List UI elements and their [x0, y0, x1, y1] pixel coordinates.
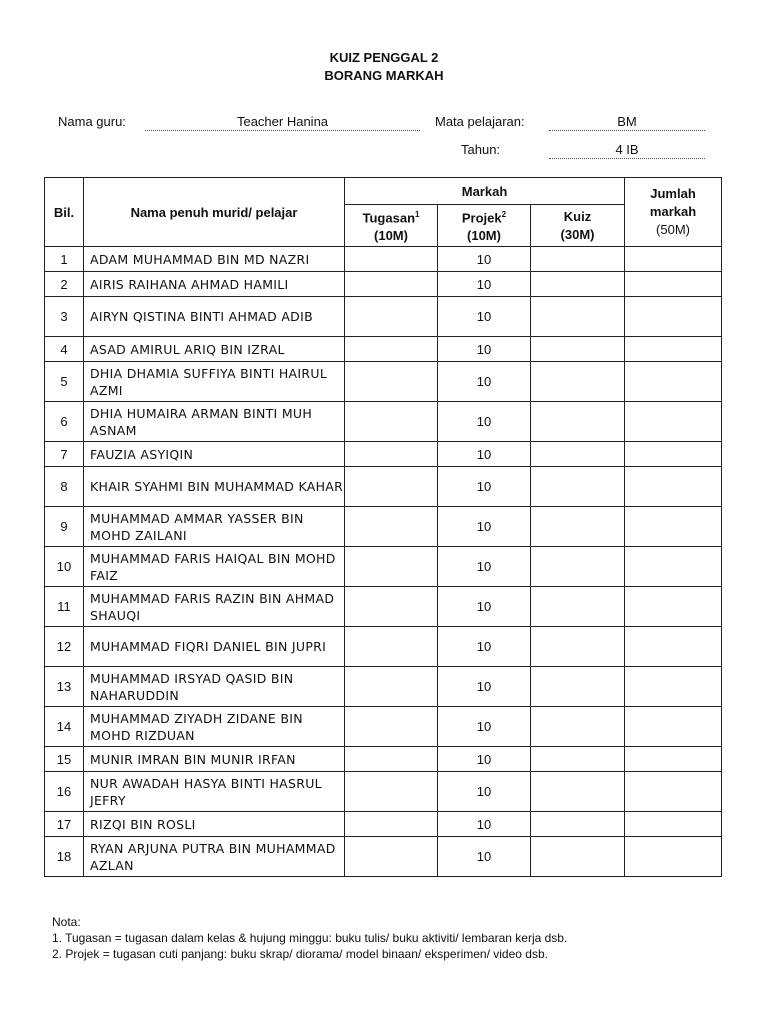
- row-number: 11: [45, 587, 84, 627]
- projek-max: (10M): [467, 228, 501, 244]
- jumlah-cell: [625, 507, 722, 547]
- table-row: [45, 707, 722, 747]
- student-name: MUHAMMAD FARIS HAIQAL BIN MOHD FAIZ: [84, 547, 345, 587]
- table-row: [45, 247, 722, 272]
- table-row: [45, 547, 722, 587]
- tugasan-footnote-ref: 1: [415, 209, 420, 219]
- kuiz-max: (30M): [560, 226, 595, 242]
- col-tugasan-header: [345, 205, 438, 247]
- row-number: 4: [45, 337, 84, 362]
- row-number: 7: [45, 442, 84, 467]
- projek-cell: 10: [438, 707, 531, 747]
- kuiz-cell: [531, 507, 625, 547]
- row-number: 15: [45, 747, 84, 772]
- kuiz-cell: [531, 837, 625, 877]
- tugasan-cell: [345, 812, 438, 837]
- jumlah-cell: [625, 442, 722, 467]
- tugasan-cell: [345, 627, 438, 667]
- tugasan-cell: [345, 747, 438, 772]
- table-row: [45, 812, 722, 837]
- table-row: [45, 442, 722, 467]
- row-number: 17: [45, 812, 84, 837]
- kuiz-cell: [531, 467, 625, 507]
- table-row: [45, 667, 722, 707]
- student-name: MUHAMMAD FIQRI DANIEL BIN JUPRI: [84, 627, 345, 667]
- projek-cell: 10: [438, 272, 531, 297]
- jumlah-cell: [625, 247, 722, 272]
- kuiz-cell: [531, 747, 625, 772]
- kuiz-cell: [531, 812, 625, 837]
- kuiz-cell: [531, 772, 625, 812]
- col-jumlah-header: [625, 178, 722, 247]
- row-number: 14: [45, 707, 84, 747]
- student-name: MUHAMMAD FARIS RAZIN BIN AHMAD SHAUQI: [84, 587, 345, 627]
- tugasan-cell: [345, 362, 438, 402]
- student-name: RYAN ARJUNA PUTRA BIN MUHAMMAD AZLAN: [84, 837, 345, 877]
- year-value: 4 IB: [549, 142, 705, 159]
- kuiz-cell: [531, 547, 625, 587]
- student-name: AIRYN QISTINA BINTI AHMAD ADIB: [84, 297, 345, 337]
- jumlah-cell: [625, 272, 722, 297]
- student-name: DHIA DHAMIA SUFFIYA BINTI HAIRUL AZMI: [84, 362, 345, 402]
- jumlah-cell: [625, 297, 722, 337]
- jumlah-cell: [625, 402, 722, 442]
- tugasan-cell: [345, 837, 438, 877]
- note-line-2: 2. Projek = tugasan cuti panjang: buku skrap/ diorama/ model binaan/ eksperimen/ video dsb.: [52, 947, 548, 961]
- student-name: MUHAMMAD ZIYADH ZIDANE BIN MOHD RIZDUAN: [84, 707, 345, 747]
- projek-cell: 10: [438, 247, 531, 272]
- kuiz-cell: [531, 247, 625, 272]
- jumlah-cell: [625, 707, 722, 747]
- col-markah-header: Markah: [345, 178, 625, 205]
- tugasan-cell: [345, 667, 438, 707]
- row-number: 18: [45, 837, 84, 877]
- kuiz-cell: [531, 297, 625, 337]
- jumlah-cell: [625, 837, 722, 877]
- projek-cell: 10: [438, 362, 531, 402]
- form-title: KUIZ PENGGAL 2: [329, 50, 439, 65]
- col-kuiz-header: [531, 205, 625, 247]
- table-row: [45, 747, 722, 772]
- jumlah-max: (50M): [656, 222, 690, 237]
- student-name: AIRIS RAIHANA AHMAD HAMILI: [84, 272, 345, 297]
- student-name: ADAM MUHAMMAD BIN MD NAZRI: [84, 247, 345, 272]
- student-name: ASAD AMIRUL ARIQ BIN IZRAL: [84, 337, 345, 362]
- jumlah-cell: [625, 812, 722, 837]
- table-row: [45, 467, 722, 507]
- note-line-1: 1. Tugasan = tugasan dalam kelas & hujung minggu: buku tulis/ buku aktiviti/ lembaran kerja dsb.: [52, 931, 568, 945]
- jumlah-line2: markah: [649, 204, 697, 219]
- table-row: [45, 507, 722, 547]
- teacher-value: Teacher Hanina: [145, 114, 420, 131]
- kuiz-cell: [531, 337, 625, 362]
- jumlah-cell: [625, 747, 722, 772]
- row-number: 3: [45, 297, 84, 337]
- kuiz-label: Kuiz: [563, 208, 592, 224]
- projek-cell: 10: [438, 507, 531, 547]
- projek-cell: 10: [438, 297, 531, 337]
- tugasan-cell: [345, 467, 438, 507]
- table-row: [45, 362, 722, 402]
- projek-cell: 10: [438, 547, 531, 587]
- student-name: FAUZIA ASYIQIN: [84, 442, 345, 467]
- notes-section: [52, 914, 567, 962]
- table-row: [45, 272, 722, 297]
- tugasan-cell: [345, 272, 438, 297]
- projek-cell: 10: [438, 837, 531, 877]
- kuiz-cell: [531, 362, 625, 402]
- student-name: NUR AWADAH HASYA BINTI HASRUL JEFRY: [84, 772, 345, 812]
- projek-cell: 10: [438, 467, 531, 507]
- row-number: 1: [45, 247, 84, 272]
- table-row: [45, 587, 722, 627]
- projek-cell: 10: [438, 667, 531, 707]
- table-row: [45, 837, 722, 877]
- jumlah-line1: Jumlah: [650, 186, 696, 201]
- table-row: [45, 402, 722, 442]
- notes-heading: Nota:: [52, 915, 81, 929]
- tugasan-cell: [345, 442, 438, 467]
- projek-cell: 10: [438, 442, 531, 467]
- kuiz-cell: [531, 587, 625, 627]
- subject-value: BM: [549, 114, 705, 131]
- kuiz-cell: [531, 627, 625, 667]
- jumlah-cell: [625, 772, 722, 812]
- row-number: 8: [45, 467, 84, 507]
- jumlah-cell: [625, 547, 722, 587]
- student-name: DHIA HUMAIRA ARMAN BINTI MUH ASNAM: [84, 402, 345, 442]
- kuiz-cell: [531, 707, 625, 747]
- student-name: RIZQI BIN ROSLI: [84, 812, 345, 837]
- student-name: MUHAMMAD AMMAR YASSER BIN MOHD ZAILANI: [84, 507, 345, 547]
- table-row: [45, 337, 722, 362]
- col-projek-header: [438, 205, 531, 247]
- table-row: [45, 627, 722, 667]
- teacher-label: Nama guru:: [58, 114, 126, 129]
- subject-label: Mata pelajaran:: [435, 114, 525, 129]
- row-number: 12: [45, 627, 84, 667]
- jumlah-cell: [625, 337, 722, 362]
- tugasan-cell: [345, 297, 438, 337]
- form-subtitle: BORANG MARKAH: [324, 68, 444, 83]
- row-number: 13: [45, 667, 84, 707]
- projek-cell: 10: [438, 587, 531, 627]
- projek-cell: 10: [438, 627, 531, 667]
- kuiz-cell: [531, 667, 625, 707]
- projek-cell: 10: [438, 402, 531, 442]
- jumlah-cell: [625, 667, 722, 707]
- student-name: KHAIR SYAHMI BIN MUHAMMAD KAHAR: [84, 467, 345, 507]
- jumlah-cell: [625, 627, 722, 667]
- kuiz-cell: [531, 272, 625, 297]
- tugasan-cell: [345, 772, 438, 812]
- table-row: [45, 297, 722, 337]
- projek-cell: 10: [438, 337, 531, 362]
- row-number: 9: [45, 507, 84, 547]
- student-name: MUNIR IMRAN BIN MUNIR IRFAN: [84, 747, 345, 772]
- row-number: 10: [45, 547, 84, 587]
- student-name: MUHAMMAD IRSYAD QASID BIN NAHARUDDIN: [84, 667, 345, 707]
- jumlah-cell: [625, 362, 722, 402]
- jumlah-cell: [625, 467, 722, 507]
- projek-footnote-ref: 2: [501, 209, 507, 219]
- projek-cell: 10: [438, 772, 531, 812]
- tugasan-cell: [345, 587, 438, 627]
- jumlah-cell: [625, 587, 722, 627]
- tugasan-label: Tugasan: [362, 210, 416, 226]
- projek-cell: 10: [438, 812, 531, 837]
- tugasan-cell: [345, 337, 438, 362]
- kuiz-cell: [531, 442, 625, 467]
- tugasan-max: (10M): [374, 228, 408, 244]
- table-row: [45, 772, 722, 812]
- tugasan-cell: [345, 507, 438, 547]
- projek-label: Projek: [461, 210, 502, 226]
- col-bil-header: Bil.: [45, 178, 84, 247]
- tugasan-cell: [345, 402, 438, 442]
- row-number: 5: [45, 362, 84, 402]
- tugasan-cell: [345, 547, 438, 587]
- year-label: Tahun:: [461, 142, 501, 157]
- projek-cell: 10: [438, 747, 531, 772]
- row-number: 16: [45, 772, 84, 812]
- col-name-header: Nama penuh murid/ pelajar: [84, 178, 345, 247]
- kuiz-cell: [531, 402, 625, 442]
- marks-table: [44, 177, 722, 877]
- tugasan-cell: [345, 707, 438, 747]
- tugasan-cell: [345, 247, 438, 272]
- row-number: 6: [45, 402, 84, 442]
- row-number: 2: [45, 272, 84, 297]
